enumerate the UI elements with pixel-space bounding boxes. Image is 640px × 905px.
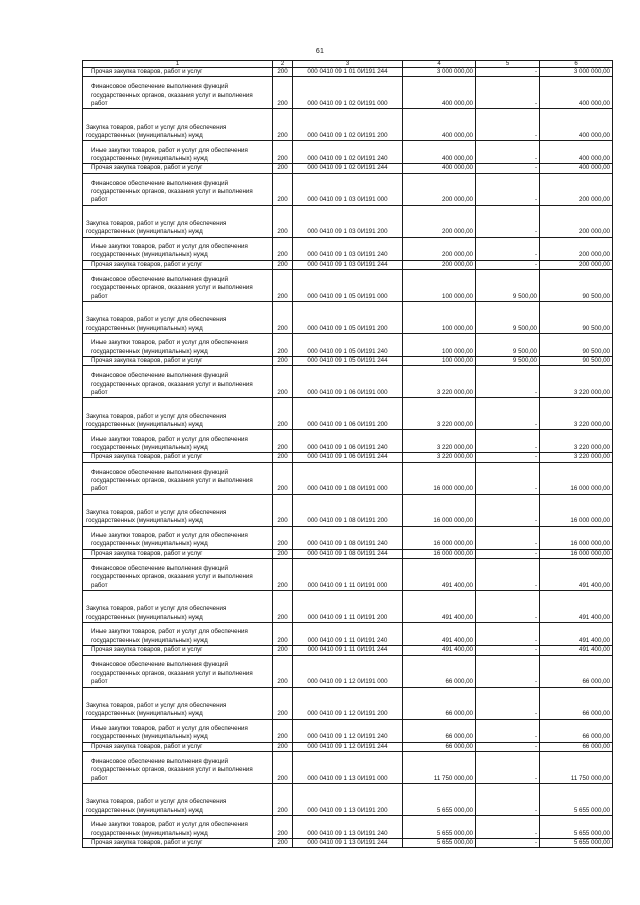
- row-name: Прочая закупка товаров, работ и услуг: [83, 838, 273, 847]
- table-row: [83, 742, 613, 751]
- row-name: Закупка товаров, работ и услуг для обеспечения государственных (муниципальных) нужд: [83, 398, 273, 430]
- row-value-col4: 3 220 000,00: [403, 453, 476, 462]
- row-value-col5: -: [476, 526, 540, 549]
- row-group-code: 200: [273, 141, 293, 164]
- row-group-code: 200: [273, 77, 293, 109]
- row-name: Прочая закупка товаров, работ и услуг: [83, 357, 273, 366]
- row-group-code: 200: [273, 783, 293, 815]
- row-value-col5: -: [476, 549, 540, 558]
- row-budget-code: 000 0410 09 1 05 0И191 200: [293, 302, 403, 334]
- row-group-code: 200: [273, 270, 293, 302]
- row-value-col6: 5 655 000,00: [540, 838, 613, 847]
- table-row: [83, 68, 613, 77]
- row-group-code: 200: [273, 815, 293, 838]
- row-value-col4: 491 400,00: [403, 646, 476, 655]
- row-value-col6: 11 750 000,00: [540, 751, 613, 783]
- row-value-col5: -: [476, 783, 540, 815]
- row-name: Прочая закупка товаров, работ и услуг: [83, 164, 273, 173]
- table-row: [83, 398, 613, 430]
- row-value-col5: -: [476, 462, 540, 494]
- column-header-4: 4: [403, 61, 476, 68]
- row-value-col6: 16 000 000,00: [540, 549, 613, 558]
- row-budget-code: 000 0410 09 1 12 0И191 240: [293, 719, 403, 742]
- row-name: Закупка товаров, работ и услуг для обеспечения государственных (муниципальных) нужд: [83, 494, 273, 526]
- table-row: [83, 237, 613, 260]
- table-row: [83, 526, 613, 549]
- row-value-col5: -: [476, 687, 540, 719]
- row-group-code: 200: [273, 398, 293, 430]
- row-group-code: 200: [273, 494, 293, 526]
- row-value-col4: 16 000 000,00: [403, 526, 476, 549]
- table-row: [83, 260, 613, 269]
- row-value-col6: 66 000,00: [540, 719, 613, 742]
- row-value-col6: 5 655 000,00: [540, 815, 613, 838]
- row-value-col5: -: [476, 838, 540, 847]
- row-group-code: 200: [273, 366, 293, 398]
- row-budget-code: 000 0410 09 1 03 0И191 000: [293, 173, 403, 205]
- table-body: [83, 68, 613, 848]
- row-budget-code: 000 0410 09 1 02 0И191 000: [293, 77, 403, 109]
- table-row: [83, 462, 613, 494]
- row-value-col6: 491 400,00: [540, 559, 613, 591]
- row-value-col5: -: [476, 109, 540, 141]
- row-name: Закупка товаров, работ и услуг для обеспечения государственных (муниципальных) нужд: [83, 205, 273, 237]
- row-value-col5: -: [476, 260, 540, 269]
- row-group-code: 200: [273, 591, 293, 623]
- row-value-col6: 5 655 000,00: [540, 783, 613, 815]
- row-value-col4: 491 400,00: [403, 559, 476, 591]
- row-budget-code: 000 0410 09 1 13 0И191 240: [293, 815, 403, 838]
- row-budget-code: 000 0410 09 1 03 0И191 244: [293, 260, 403, 269]
- row-value-col4: 3 220 000,00: [403, 398, 476, 430]
- row-group-code: 200: [273, 453, 293, 462]
- row-value-col6: 400 000,00: [540, 141, 613, 164]
- row-budget-code: 000 0410 09 1 06 0И191 240: [293, 430, 403, 453]
- row-value-col5: -: [476, 141, 540, 164]
- table-row: [83, 549, 613, 558]
- row-value-col4: 3 220 000,00: [403, 366, 476, 398]
- row-name: Закупка товаров, работ и услуг для обеспечения государственных (муниципальных) нужд: [83, 687, 273, 719]
- row-group-code: 200: [273, 430, 293, 453]
- row-budget-code: 000 0410 09 1 08 0И191 000: [293, 462, 403, 494]
- row-group-code: 200: [273, 646, 293, 655]
- row-group-code: 200: [273, 68, 293, 77]
- row-value-col4: 400 000,00: [403, 164, 476, 173]
- row-budget-code: 000 0410 09 1 05 0И191 244: [293, 357, 403, 366]
- row-value-col4: 5 655 000,00: [403, 783, 476, 815]
- row-value-col4: 200 000,00: [403, 237, 476, 260]
- row-name: Финансовое обеспечение выполнения функций государственных органов, оказания услуг и выполнения работ: [83, 366, 273, 398]
- column-header-1: 1: [83, 61, 273, 68]
- table-row: [83, 357, 613, 366]
- row-value-col5: -: [476, 366, 540, 398]
- row-budget-code: 000 0410 09 1 02 0И191 240: [293, 141, 403, 164]
- table-row: [83, 334, 613, 357]
- page-number: 61: [315, 48, 325, 55]
- table-row: [83, 302, 613, 334]
- row-value-col4: 5 655 000,00: [403, 815, 476, 838]
- row-name: Иные закупки товаров, работ и услуг для обеспечения государственных (муниципальных) нужд: [83, 719, 273, 742]
- row-value-col4: 3 000 000,00: [403, 68, 476, 77]
- table-row: [83, 430, 613, 453]
- table-row: [83, 719, 613, 742]
- row-value-col5: -: [476, 623, 540, 646]
- row-name: Финансовое обеспечение выполнения функций государственных органов, оказания услуг и выполнения работ: [83, 173, 273, 205]
- row-value-col6: 66 000,00: [540, 687, 613, 719]
- row-budget-code: 000 0410 09 1 13 0И191 000: [293, 751, 403, 783]
- row-group-code: 200: [273, 205, 293, 237]
- row-budget-code: 000 0410 09 1 08 0И191 240: [293, 526, 403, 549]
- row-name: Иные закупки товаров, работ и услуг для обеспечения государственных (муниципальных) нужд: [83, 526, 273, 549]
- row-name: Иные закупки товаров, работ и услуг для обеспечения государственных (муниципальных) нужд: [83, 237, 273, 260]
- row-value-col5: -: [476, 77, 540, 109]
- row-value-col6: 491 400,00: [540, 646, 613, 655]
- row-value-col4: 11 750 000,00: [403, 751, 476, 783]
- row-value-col4: 66 000,00: [403, 687, 476, 719]
- row-value-col5: -: [476, 164, 540, 173]
- row-value-col6: 491 400,00: [540, 591, 613, 623]
- row-group-code: 200: [273, 357, 293, 366]
- row-budget-code: 000 0410 09 1 06 0И191 244: [293, 453, 403, 462]
- row-value-col4: 66 000,00: [403, 742, 476, 751]
- row-budget-code: 000 0410 09 1 05 0И191 000: [293, 270, 403, 302]
- row-group-code: 200: [273, 526, 293, 549]
- table-row: [83, 453, 613, 462]
- row-value-col6: 16 000 000,00: [540, 462, 613, 494]
- row-budget-code: 000 0410 09 1 01 0И191 244: [293, 68, 403, 77]
- row-value-col6: 200 000,00: [540, 205, 613, 237]
- row-name: Прочая закупка товаров, работ и услуг: [83, 260, 273, 269]
- row-budget-code: 000 0410 09 1 11 0И191 000: [293, 559, 403, 591]
- row-budget-code: 000 0410 09 1 13 0И191 200: [293, 783, 403, 815]
- row-name: Иные закупки товаров, работ и услуг для обеспечения государственных (муниципальных) нужд: [83, 430, 273, 453]
- row-budget-code: 000 0410 09 1 12 0И191 244: [293, 742, 403, 751]
- row-budget-code: 000 0410 09 1 12 0И191 200: [293, 687, 403, 719]
- row-value-col4: 200 000,00: [403, 173, 476, 205]
- row-name: Иные закупки товаров, работ и услуг для обеспечения государственных (муниципальных) нужд: [83, 141, 273, 164]
- row-budget-code: 000 0410 09 1 11 0И191 200: [293, 591, 403, 623]
- row-value-col5: -: [476, 655, 540, 687]
- row-value-col4: 100 000,00: [403, 334, 476, 357]
- column-header-2: 2: [273, 61, 293, 68]
- row-name: Иные закупки товаров, работ и услуг для обеспечения государственных (муниципальных) нужд: [83, 334, 273, 357]
- row-value-col4: 400 000,00: [403, 77, 476, 109]
- table-row: [83, 109, 613, 141]
- row-value-col5: -: [476, 591, 540, 623]
- row-group-code: 200: [273, 751, 293, 783]
- table-row: [83, 687, 613, 719]
- table-row: [83, 783, 613, 815]
- row-budget-code: 000 0410 09 1 13 0И191 244: [293, 838, 403, 847]
- table-row: [83, 270, 613, 302]
- row-value-col5: -: [476, 719, 540, 742]
- row-value-col4: 100 000,00: [403, 270, 476, 302]
- row-value-col6: 200 000,00: [540, 173, 613, 205]
- row-value-col4: 3 220 000,00: [403, 430, 476, 453]
- row-budget-code: 000 0410 09 1 11 0И191 240: [293, 623, 403, 646]
- row-value-col5: -: [476, 430, 540, 453]
- row-value-col4: 200 000,00: [403, 260, 476, 269]
- row-group-code: 200: [273, 302, 293, 334]
- row-value-col4: 100 000,00: [403, 302, 476, 334]
- row-group-code: 200: [273, 334, 293, 357]
- row-value-col5: -: [476, 68, 540, 77]
- row-value-col4: 5 655 000,00: [403, 838, 476, 847]
- row-name: Прочая закупка товаров, работ и услуг: [83, 453, 273, 462]
- row-value-col5: -: [476, 205, 540, 237]
- row-name: Закупка товаров, работ и услуг для обеспечения государственных (муниципальных) нужд: [83, 109, 273, 141]
- row-name: Иные закупки товаров, работ и услуг для обеспечения государственных (муниципальных) нужд: [83, 815, 273, 838]
- row-value-col5: -: [476, 398, 540, 430]
- row-group-code: 200: [273, 109, 293, 141]
- table-row: [83, 366, 613, 398]
- table-row: [83, 838, 613, 847]
- row-value-col4: 66 000,00: [403, 655, 476, 687]
- row-value-col6: 3 220 000,00: [540, 366, 613, 398]
- budget-table: [82, 60, 613, 848]
- row-group-code: 200: [273, 623, 293, 646]
- row-group-code: 200: [273, 559, 293, 591]
- row-value-col6: 400 000,00: [540, 77, 613, 109]
- table-row: [83, 173, 613, 205]
- table-row: [83, 494, 613, 526]
- row-budget-code: 000 0410 09 1 02 0И191 200: [293, 109, 403, 141]
- row-value-col6: 66 000,00: [540, 742, 613, 751]
- table-row: [83, 751, 613, 783]
- row-value-col5: 9 500,00: [476, 334, 540, 357]
- row-value-col5: 9 500,00: [476, 302, 540, 334]
- row-name: Иные закупки товаров, работ и услуг для обеспечения государственных (муниципальных) нужд: [83, 623, 273, 646]
- row-value-col4: 400 000,00: [403, 109, 476, 141]
- row-name: Финансовое обеспечение выполнения функций государственных органов, оказания услуг и выполнения работ: [83, 559, 273, 591]
- column-header-6: 6: [540, 61, 613, 68]
- table-row: [83, 815, 613, 838]
- row-value-col6: 400 000,00: [540, 164, 613, 173]
- row-budget-code: 000 0410 09 1 03 0И191 200: [293, 205, 403, 237]
- column-header-5: 5: [476, 61, 540, 68]
- row-value-col6: 90 500,00: [540, 357, 613, 366]
- row-value-col4: 100 000,00: [403, 357, 476, 366]
- row-value-col5: -: [476, 815, 540, 838]
- row-value-col6: 16 000 000,00: [540, 526, 613, 549]
- row-name: Прочая закупка товаров, работ и услуг: [83, 549, 273, 558]
- row-name: Финансовое обеспечение выполнения функций государственных органов, оказания услуг и выполнения работ: [83, 751, 273, 783]
- row-budget-code: 000 0410 09 1 08 0И191 200: [293, 494, 403, 526]
- row-name: Прочая закупка товаров, работ и услуг: [83, 646, 273, 655]
- row-name: Финансовое обеспечение выполнения функций государственных органов, оказания услуг и выполнения работ: [83, 462, 273, 494]
- row-value-col6: 491 400,00: [540, 623, 613, 646]
- row-value-col6: 200 000,00: [540, 237, 613, 260]
- header-row: [83, 61, 613, 68]
- row-name: Закупка товаров, работ и услуг для обеспечения государственных (муниципальных) нужд: [83, 591, 273, 623]
- table-row: [83, 559, 613, 591]
- row-name: Прочая закупка товаров, работ и услуг: [83, 68, 273, 77]
- row-value-col4: 66 000,00: [403, 719, 476, 742]
- table-row: [83, 164, 613, 173]
- table-row: [83, 646, 613, 655]
- table-row: [83, 141, 613, 164]
- row-value-col5: -: [476, 742, 540, 751]
- row-group-code: 200: [273, 237, 293, 260]
- row-group-code: 200: [273, 742, 293, 751]
- row-value-col4: 491 400,00: [403, 591, 476, 623]
- column-header-3: 3: [293, 61, 403, 68]
- row-value-col6: 90 500,00: [540, 270, 613, 302]
- row-budget-code: 000 0410 09 1 05 0И191 240: [293, 334, 403, 357]
- row-value-col5: -: [476, 646, 540, 655]
- row-name: Закупка товаров, работ и услуг для обеспечения государственных (муниципальных) нужд: [83, 302, 273, 334]
- row-budget-code: 000 0410 09 1 02 0И191 244: [293, 164, 403, 173]
- row-value-col6: 200 000,00: [540, 260, 613, 269]
- row-value-col4: 491 400,00: [403, 623, 476, 646]
- row-group-code: 200: [273, 549, 293, 558]
- table-row: [83, 77, 613, 109]
- table-row: [83, 591, 613, 623]
- row-value-col4: 400 000,00: [403, 141, 476, 164]
- row-value-col4: 16 000 000,00: [403, 462, 476, 494]
- row-name: Прочая закупка товаров, работ и услуг: [83, 742, 273, 751]
- row-value-col5: 9 500,00: [476, 357, 540, 366]
- row-value-col6: 66 000,00: [540, 655, 613, 687]
- row-group-code: 200: [273, 838, 293, 847]
- row-value-col6: 3 220 000,00: [540, 430, 613, 453]
- row-group-code: 200: [273, 719, 293, 742]
- row-group-code: 200: [273, 462, 293, 494]
- row-value-col4: 200 000,00: [403, 205, 476, 237]
- row-value-col6: 3 220 000,00: [540, 453, 613, 462]
- row-name: Закупка товаров, работ и услуг для обеспечения государственных (муниципальных) нужд: [83, 783, 273, 815]
- table-row: [83, 655, 613, 687]
- row-value-col6: 3 220 000,00: [540, 398, 613, 430]
- row-value-col6: 16 000 000,00: [540, 494, 613, 526]
- row-value-col5: 9 500,00: [476, 270, 540, 302]
- row-group-code: 200: [273, 164, 293, 173]
- row-value-col4: 16 000 000,00: [403, 549, 476, 558]
- row-group-code: 200: [273, 687, 293, 719]
- row-value-col6: 90 500,00: [540, 334, 613, 357]
- row-name: Финансовое обеспечение выполнения функций государственных органов, оказания услуг и выполнения работ: [83, 77, 273, 109]
- row-value-col5: -: [476, 751, 540, 783]
- row-value-col5: -: [476, 453, 540, 462]
- row-budget-code: 000 0410 09 1 08 0И191 244: [293, 549, 403, 558]
- row-budget-code: 000 0410 09 1 11 0И191 244: [293, 646, 403, 655]
- row-value-col6: 400 000,00: [540, 109, 613, 141]
- table-row: [83, 623, 613, 646]
- row-group-code: 200: [273, 173, 293, 205]
- row-name: Финансовое обеспечение выполнения функций государственных органов, оказания услуг и выполнения работ: [83, 270, 273, 302]
- row-name: Финансовое обеспечение выполнения функций государственных органов, оказания услуг и выполнения работ: [83, 655, 273, 687]
- row-value-col5: -: [476, 494, 540, 526]
- table-row: [83, 205, 613, 237]
- row-value-col5: -: [476, 237, 540, 260]
- row-budget-code: 000 0410 09 1 12 0И191 000: [293, 655, 403, 687]
- row-budget-code: 000 0410 09 1 03 0И191 240: [293, 237, 403, 260]
- row-group-code: 200: [273, 260, 293, 269]
- table-header: [83, 61, 613, 68]
- row-value-col5: -: [476, 559, 540, 591]
- row-value-col4: 16 000 000,00: [403, 494, 476, 526]
- row-budget-code: 000 0410 09 1 06 0И191 000: [293, 366, 403, 398]
- row-value-col6: 90 500,00: [540, 302, 613, 334]
- row-group-code: 200: [273, 655, 293, 687]
- row-value-col5: -: [476, 173, 540, 205]
- row-value-col6: 3 000 000,00: [540, 68, 613, 77]
- row-budget-code: 000 0410 09 1 06 0И191 200: [293, 398, 403, 430]
